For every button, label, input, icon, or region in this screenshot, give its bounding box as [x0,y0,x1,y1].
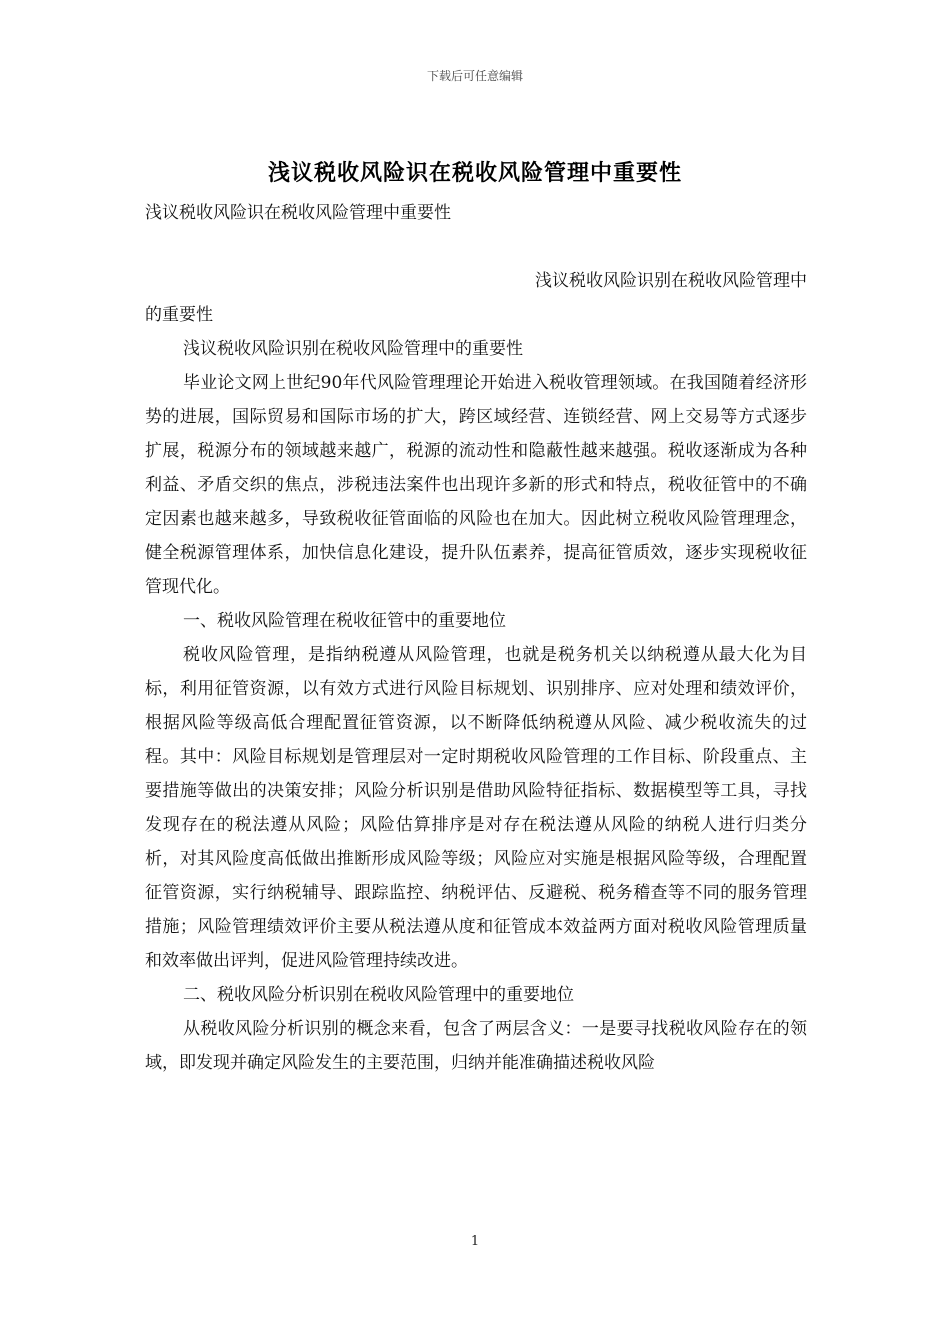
document-title: 浅议税收风险识在税收风险管理中重要性 [267,160,682,186]
page-number: 1 [470,1234,480,1249]
document-body [145,196,807,1080]
paragraph-section-2: 从税收风险分析识别的概念来看，包含了两层含义：一是要寻找税收风险存在的领域，即发现并确定风险发生的主要范围，归纳并能准确描述税收风险 [145,1019,807,1073]
document-subtitle: 浅议税收风险识在税收风险管理中重要性 [145,203,451,223]
paragraph-heading: 浅议税收风险识别在税收风险管理中的重要性 [183,339,523,359]
section-heading-2: 二、税收风险分析识别在税收风险管理中的重要地位 [183,985,574,1005]
right-aligned-heading: 浅议税收风险识别在税收风险管理中 [535,271,807,291]
paragraph-intro: 毕业论文网上世纪90年代风险管理理论开始进入税收管理领域。在我国随着经济形势的进展，国际贸易和国际市场的扩大，跨区域经营、连锁经营、网上交易等方式逐步扩展，税源分布的领域越来越广，税源的流动性和隐蔽性越来越强。税收逐渐成为各种利益、矛盾交织的焦点，涉税违法案件也出现许多新的形式和特点，税收征管中的不确定因素也越来越多，导致税收征管面临的风险也在加大。因此树立税收风险管理理念，健全税源管理体系，加快信息化建设，提升队伍素养，提高征管质效，逐步实现税收征管现代化。 [145,373,807,597]
page-header-note: 下载后可任意编辑 [426,69,523,83]
right-aligned-heading-continuation: 的重要性 [145,305,213,325]
paragraph-section-1: 税收风险管理，是指纳税遵从风险管理，也就是税务机关以纳税遵从最大化为目标，利用征管资源，以有效方式进行风险目标规划、识别排序、应对处理和绩效评价，根据风险等级高低合理配置征管资源，以不断降低纳税遵从风险、减少税收流失的过程。其中：风险目标规划是管理层对一定时期税收风险管理的工作目标、阶段重点、主要措施等做出的决策安排；风险分析识别是借助风险特征指标、数据模型等工具，寻找发现存在的税法遵从风险；风险估算排序是对存在税法遵从风险的纳税人进行归类分析，对其风险度高低做出推断形成风险等级；风险应对实施是根据风险等级，合理配置征管资源，实行纳税辅导、跟踪监控、纳税评估、反避税、税务稽查等不同的服务管理措施；风险管理绩效评价主要从税法遵从度和征管成本效益两方面对税收风险管理质量和效率做出评判，促进风险管理持续改进。 [145,645,807,971]
section-heading-1: 一、税收风险管理在税收征管中的重要地位 [183,611,506,631]
